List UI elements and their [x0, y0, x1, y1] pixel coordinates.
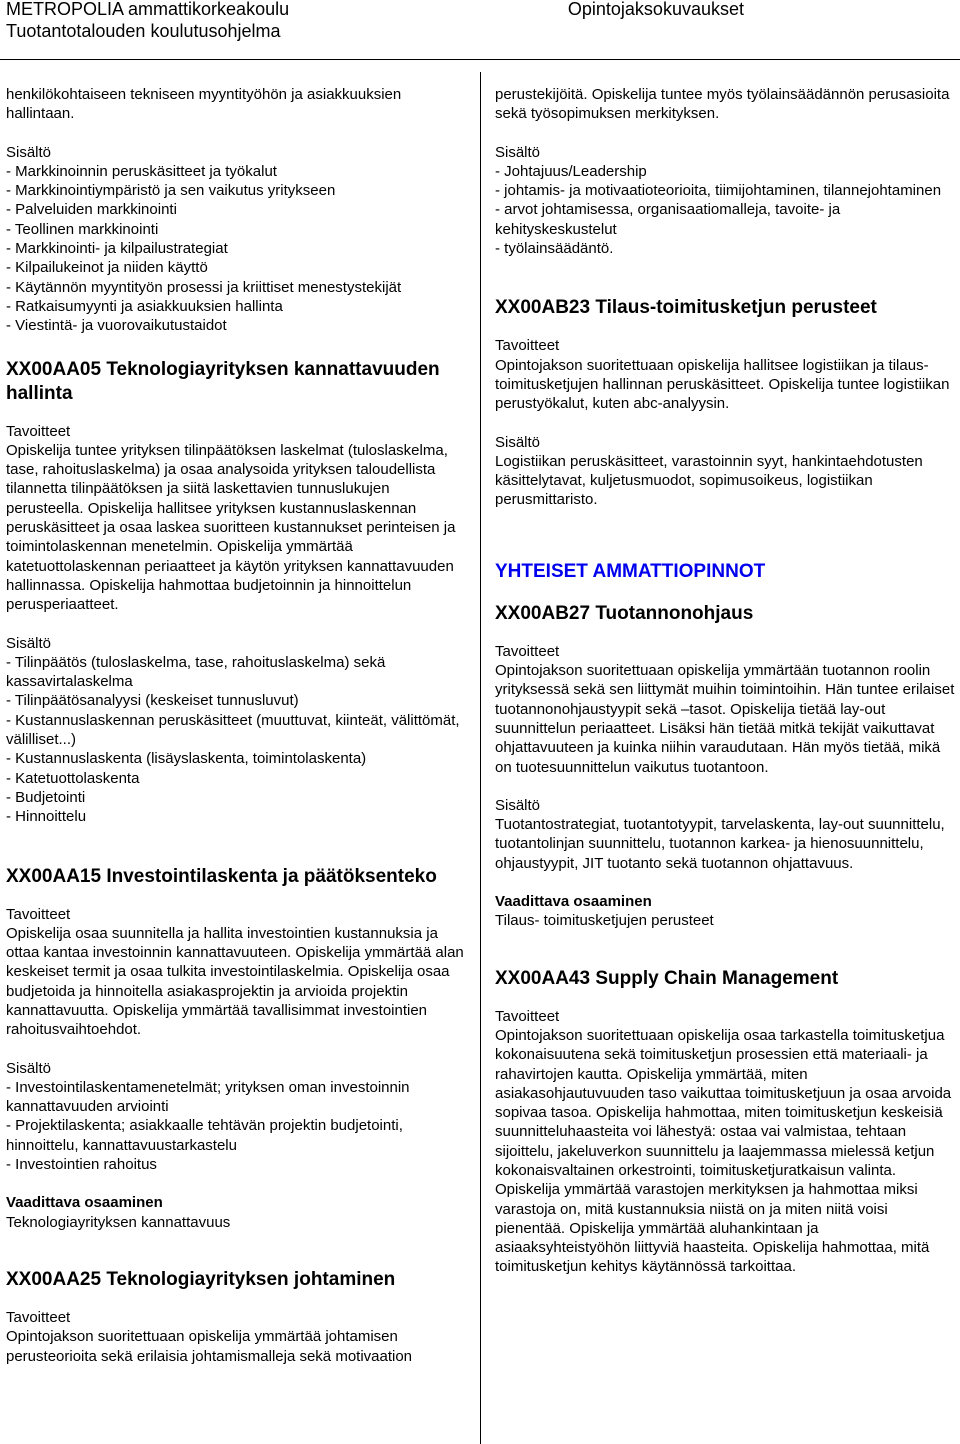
content-list: [495, 162, 955, 258]
list-item: - Kilpailukeinot ja niiden käyttö: [6, 259, 208, 277]
list-item: - Johtajuus/Leadership: [495, 162, 647, 180]
header-rule: [0, 59, 960, 60]
list-item: - Käytännön myyntityön prosessi ja kriittiset menestystekijät: [6, 278, 402, 296]
intro-text: perustekijöitä. Opiskelija tuntee myös työlainsäädännön perusasioita sekä työsopimuksen merkityksen.: [495, 86, 950, 123]
content-label: Sisältö: [495, 143, 541, 161]
list-item: - Tilinpäätös (tuloslaskelma, tase, rahoituslaskelma) sekä kassavirtalaskelma: [6, 653, 386, 691]
page-header: [0, 0, 960, 60]
goals-label: Tavoitteet: [6, 1308, 71, 1326]
goals-text: Opintojakson suoritettuaan opiskelija osaa tarkastella toimitusketjua kokonaisuutena sekä toimitusketjun prosessien että materiaali- ja rahavirtojen kautta. Opiskelija ymmärtää, miten asiakasohjautuvuuden taso vaikuttaa toimitusketjuun ja osaa arvoida sopivaa tasoa. Opiskelija hahmottaa, miten toimitusketjun keskeisiä suunnitteluhaasteita voi lähestyä: ostaa vai valmistaa, tehtaan sijoittelu, jakeluverkon suunnittelu ja laajemmassa mielessä ketjun kokonaisvaltainen orkestrointi, toimitusketjuratkaisun valinta. Opiskelija ymmärtää varastojen merkityksen ja hahmottaa miksi varastoja on, mitä kustannuksia niistä on ja miten niitä voisi pienentää. Opiskelija ymmärtää aluhankintaan ja asiaaksyhteistyöhön liittyviä haasteita. Opiskelija hahmottaa, mitä toimitusketjun kehitys käytännössä tarkoittaa.: [495, 1026, 952, 1276]
goals-text: Opiskelija osaa suunnitella ja hallita investointien kustannuksia ja ottaa kantaa investoinnin kannattavuuteen. Opiskelija ymmärtää alan keskeiset termit ja osaa tulkita investointilaskelmia. Opiskelija osaa budjetoida ja hinnoitella asiakasprojektin ja arvioida projektin kannattavuutta. Opiskelija ymmärtää tavallisimmat investointien rahoitusvaihtoehdot.: [6, 924, 464, 1039]
content-label: Sisältö: [6, 143, 52, 161]
list-item: - Palveluiden markkinointi: [6, 201, 177, 219]
list-item: - Tilinpäätösanalyysi (keskeiset tunnusluvut): [6, 692, 299, 710]
course-title: XX00AB27 Tuotannonohjaus: [495, 602, 754, 624]
course-title: XX00AA25 Teknologiayrityksen johtaminen: [6, 1268, 396, 1290]
list-item: - Ratkaisumyynti ja asiakkuuksien hallinta: [6, 297, 283, 315]
list-item: - Viestintä- ja vuorovaikutustaidot: [6, 317, 227, 335]
prereq-text: Teknologiayrityksen kannattavuus: [6, 1213, 231, 1231]
list-item: - Investointilaskentamenetelmät; yrityksen oman investoinnin kannattavuuden arviointi: [6, 1078, 410, 1116]
program-name: Tuotantotalouden koulutusohjelma: [6, 21, 281, 41]
content-text: Logistiikan peruskäsitteet, varastoinnin syyt, hankintaehdotusten käsittelytavat, kuljetusmuodot, sopimusoikeus, logistiikan perusmittaristo.: [495, 452, 923, 509]
content-label: Sisältö: [495, 433, 541, 451]
list-item: - Markkinointiympäristö ja sen vaikutus yritykseen: [6, 182, 336, 200]
content-label: Sisältö: [6, 634, 52, 652]
list-item: - Katetuottolaskenta: [6, 769, 140, 787]
content-list: [6, 1078, 468, 1174]
goals-text: Opintojakson suoritettuaan opiskelija ymmärtää johtamisen perusteorioita sekä erilaisia johtamismalleja sekä motivaation: [6, 1328, 413, 1365]
list-item: - Budjetointi: [6, 788, 86, 806]
content-label: Sisältö: [6, 1059, 52, 1077]
intro-text: henkilökohtaiseen tekniseen myyntityöhön ja asiakkuuksien hallintaan.: [6, 86, 402, 123]
list-item: - Hinnoittelu: [6, 808, 87, 826]
list-item: - Projektilaskenta; asiakkaalle tehtävän projektin budjetointi, hinnoittelu, kannattavuustarkastelu: [6, 1117, 403, 1154]
goals-label: Tavoitteet: [495, 642, 560, 660]
prereq-text: Tilaus- toimitusketjujen perusteet: [495, 912, 714, 930]
goals-label: Tavoitteet: [495, 1007, 560, 1025]
content-list: [6, 162, 468, 336]
goals-text: Opintojakson suoritettuaan opiskelija hallitsee logistiikan ja tilaus-toimitusketjujen hallinnan peruskäsitteet. Opiskelija tuntee logistiikan perustyökalut, kuten abc-analyysin.: [495, 356, 950, 413]
prereq-label: Vaadittava osaaminen: [6, 1194, 163, 1212]
content-text: Tuotantostrategiat, tuotantotyypit, tarvelaskenta, lay-out suunnittelu, tuotantolinjan suunnittelu, tuotannon karkea- ja hienosuunnittelu, ohjaustyypit, JIT tuotanto sekä tuotannon ohjattavuus.: [495, 816, 945, 872]
document-title: Opintojaksokuvaukset: [567, 0, 744, 19]
list-item: - Teollinen markkinointi: [6, 220, 159, 238]
left-column: [6, 85, 468, 1366]
list-item: - arvot johtamisessa, organisaatiomalleja, tavoite- ja kehityskeskustelut: [495, 201, 841, 238]
header-left: [6, 0, 289, 42]
goals-label: Tavoitteet: [6, 905, 71, 923]
list-item: - johtamis- ja motivaatioteorioita, tiimijohtaminen, tilannejohtaminen: [495, 182, 942, 200]
goals-label: Tavoitteet: [6, 422, 71, 440]
course-title: XX00AB23 Tilaus-toimitusketjun perusteet: [495, 297, 877, 319]
school-name: METROPOLIA ammattikorkeakoulu: [6, 0, 290, 19]
course-title: XX00AA05 Teknologiayrityksen kannattavuuden hallinta: [6, 358, 440, 404]
content-list: [6, 653, 468, 827]
list-item: - Markkinoinnin peruskäsitteet ja työkalut: [6, 162, 277, 180]
right-column: [495, 85, 955, 1277]
goals-label: Tavoitteet: [495, 337, 560, 355]
prereq-label: Vaadittava osaaminen: [495, 893, 652, 911]
course-title: XX00AA15 Investointilaskenta ja päätöksenteko: [6, 865, 437, 887]
list-item: - Kustannuslaskenta (lisäyslaskenta, toimintolaskenta): [6, 750, 367, 768]
list-item: - työlainsäädäntö.: [495, 240, 614, 258]
list-item: - Investointien rahoitus: [6, 1156, 157, 1174]
content-label: Sisältö: [495, 796, 541, 814]
goals-text: Opiskelija tuntee yrityksen tilinpäätöksen laskelmat (tuloslaskelma, tase, rahoituslaskelma) ja osaa analysoida yrityksen taloudellista tilannetta tilinpäätöksen ja siitä laskettavien tunnuslukujen perusteella. Opiskelija hallitsee yrityksen kustannuslaskennan peruskäsitteet ja osaa laskea suoritteen kustannukset perinteisen ja toimintolaskennan menetelmin. Opiskelija ymmärtää katetuottolaskennan periaatteet ja käytön yrityksen kannattavuuden hallinnassa. Opiskelija hahmottaa budjetoinnin ja hinnoittelun perusperiaatteet.: [6, 441, 456, 614]
section-title: YHTEISET AMMATTIOPINNOT: [495, 560, 766, 582]
column-divider: [480, 72, 481, 1444]
goals-text: Opintojakson suoritettuaan opiskelija ymmärtään tuotannon roolin yrityksessä sekä sen liittymät muihin toimintoihin. Hän tuntee erilaiset tuotannonohjaustyypit sekä –tasot. Opiskelija tietää lay-out suunnittelun periaatteet. Lisäksi hän tietää mitkä tekijät vaikuttavat ohjattavuuteen ja kuinka niihin varaudutaan. Hän myös tietää, mikä on tuotesuunnittelun vaikutus tuotantoon.: [495, 662, 955, 776]
list-item: - Kustannuslaskennan peruskäsitteet (muuttuvat, kiinteät, välittömät, välilliset...): [6, 711, 460, 749]
course-title: XX00AA43 Supply Chain Management: [495, 967, 839, 989]
list-item: - Markkinointi- ja kilpailustrategiat: [6, 240, 228, 258]
